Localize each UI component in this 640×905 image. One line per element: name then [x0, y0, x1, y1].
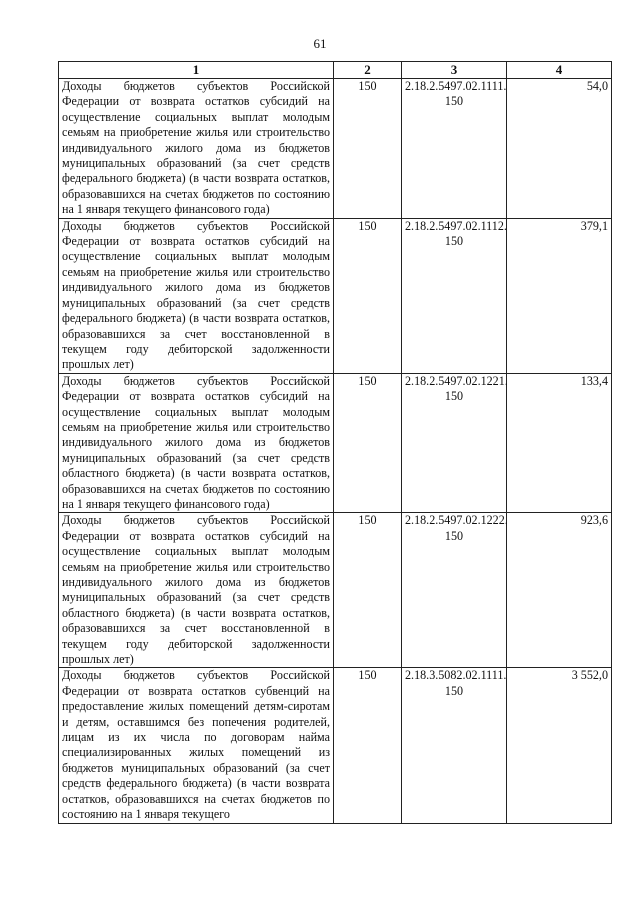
row-amount: 923,6 [507, 513, 612, 668]
column-header-4: 4 [507, 62, 612, 79]
row-description: Доходы бюджетов субъектов Российской Федерации от возврата остатков субсидий на осуществление социальных выплат молодым семьям на приобретение жилья или строительство индивидуального жилого дома из бюджетов муниципальных образований (за счет средств областного бюджета) (в части возврата остатков, образовавшихся на счетах бюджетов по состоянию на 1 января текущего финансового года) [59, 373, 334, 513]
row-code: 150 [334, 668, 402, 823]
row-kbk: 2.18.2.5497.02.1221. 150 [402, 373, 507, 513]
row-amount: 379,1 [507, 218, 612, 373]
row-kbk: 2.18.2.5497.02.1112. 150 [402, 218, 507, 373]
row-code: 150 [334, 513, 402, 668]
row-description: Доходы бюджетов субъектов Российской Федерации от возврата остатков субвенций на предоставление жилых помещений детям-сиротам и детям, оставшимся без попечения родителей, лицам из их числа по договорам найма специализированных жилых помещений из бюджетов муниципальных образований (за счет средств федерального бюджета) (в части возврата остатков, образовавшихся на счетах бюджетов по состоянию на 1 января текущего [59, 668, 334, 823]
budget-revenue-table [58, 61, 612, 824]
row-code: 150 [334, 79, 402, 219]
table-row [59, 218, 612, 373]
table-row [59, 513, 612, 668]
row-description: Доходы бюджетов субъектов Российской Федерации от возврата остатков субсидий на осуществление социальных выплат молодым семьям на приобретение жилья или строительство индивидуального жилого дома из бюджетов муниципальных образований (за счет средств областного бюджета) (в части возврата остатков, образовавшихся за счет восстановленной в текущем году дебиторской задолженности прошлых лет) [59, 513, 334, 668]
row-amount: 3 552,0 [507, 668, 612, 823]
row-code: 150 [334, 373, 402, 513]
page-number: 61 [313, 36, 327, 51]
row-amount: 133,4 [507, 373, 612, 513]
row-description: Доходы бюджетов субъектов Российской Федерации от возврата остатков субсидий на осуществление социальных выплат молодым семьям на приобретение жилья или строительство индивидуального жилого дома из бюджетов муниципальных образований (за счет средств федерального бюджета) (в части возврата остатков, образовавшихся на счетах бюджетов по состоянию на 1 января текущего финансового года) [59, 79, 334, 219]
row-kbk: 2.18.2.5497.02.1111. 150 [402, 79, 507, 219]
column-header-2: 2 [334, 62, 402, 79]
column-header-3: 3 [402, 62, 507, 79]
table-header-row [59, 62, 612, 79]
table-row [59, 373, 612, 513]
row-kbk: 2.18.3.5082.02.1111. 150 [402, 668, 507, 823]
row-description: Доходы бюджетов субъектов Российской Федерации от возврата остатков субсидий на осуществление социальных выплат молодым семьям на приобретение жилья или строительство индивидуального жилого дома из бюджетов муниципальных образований (за счет средств федерального бюджета) (в части возврата остатков, образовавшихся за счет восстановленной в текущем году дебиторской задолженности прошлых лет) [59, 218, 334, 373]
row-code: 150 [334, 218, 402, 373]
table-row [59, 79, 612, 219]
row-amount: 54,0 [507, 79, 612, 219]
row-kbk: 2.18.2.5497.02.1222. 150 [402, 513, 507, 668]
column-header-1: 1 [59, 62, 334, 79]
table-row [59, 668, 612, 823]
